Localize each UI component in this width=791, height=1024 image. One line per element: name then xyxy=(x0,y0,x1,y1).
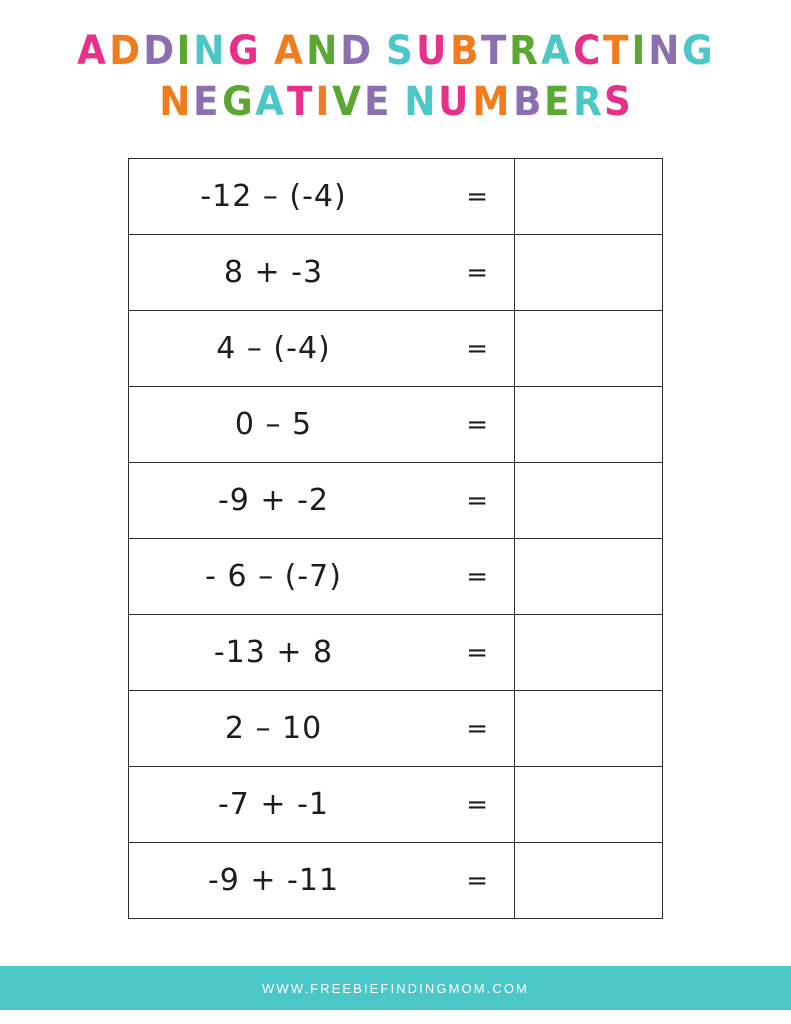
table-row xyxy=(129,159,663,235)
answer-cell[interactable] xyxy=(515,311,663,387)
problem-cell xyxy=(129,539,515,615)
problem-expression: -12 – (-4) xyxy=(200,179,347,215)
problem-cell xyxy=(129,159,515,235)
title-letter: A xyxy=(77,28,107,74)
title-letter: N xyxy=(404,79,437,126)
problem-expression: 0 – 5 xyxy=(234,407,313,443)
title-letter: R xyxy=(572,79,603,126)
problems-table xyxy=(128,158,663,919)
answer-cell[interactable] xyxy=(515,843,663,919)
title-letter: U xyxy=(416,28,448,74)
title-line-1 xyxy=(0,26,791,77)
title-letter: N xyxy=(193,28,226,74)
answer-cell[interactable] xyxy=(515,691,663,767)
equals-sign: = xyxy=(466,333,488,364)
title-letter: A xyxy=(255,79,286,126)
footer-bar xyxy=(0,966,791,1010)
title-letter: N xyxy=(647,28,680,74)
title-letter: T xyxy=(287,79,314,126)
problem-cell xyxy=(129,767,515,843)
title-letter: G xyxy=(682,28,714,74)
equals-sign: = xyxy=(466,181,488,212)
equals-sign: = xyxy=(466,257,488,288)
problem-expression: 2 – 10 xyxy=(224,711,323,747)
table-row xyxy=(129,843,663,919)
problem-cell xyxy=(129,463,515,539)
equals-sign: = xyxy=(466,637,488,668)
title-letter: R xyxy=(509,28,540,74)
title-letter: N xyxy=(159,79,192,126)
title-letter: E xyxy=(193,79,220,126)
equals-sign: = xyxy=(466,561,488,592)
equals-sign: = xyxy=(466,409,488,440)
title-letter: D xyxy=(340,28,373,74)
title-letter: N xyxy=(305,28,338,74)
footer-website-text: WWW.FREEBIEFINDINGMOM.COM xyxy=(262,980,529,996)
answer-cell[interactable] xyxy=(515,615,663,691)
problems-table-container xyxy=(0,158,791,919)
table-row xyxy=(129,691,663,767)
problem-cell xyxy=(129,387,515,463)
title-letter: I xyxy=(315,79,331,126)
title-letter: B xyxy=(512,79,543,126)
table-row xyxy=(129,539,663,615)
problem-expression: -13 + 8 xyxy=(213,635,334,671)
answer-cell[interactable] xyxy=(515,767,663,843)
problem-expression: -7 + -1 xyxy=(217,787,330,823)
title-letter: I xyxy=(176,28,192,74)
title-letter: T xyxy=(481,28,508,74)
title-letter: B xyxy=(449,28,479,74)
problem-cell xyxy=(129,311,515,387)
title-letter: E xyxy=(544,79,571,126)
title-letter: U xyxy=(438,79,470,126)
title-letter: V xyxy=(331,79,362,126)
table-row xyxy=(129,387,663,463)
answer-cell[interactable] xyxy=(515,387,663,463)
answer-cell[interactable] xyxy=(515,539,663,615)
problem-expression: -9 + -2 xyxy=(217,483,330,519)
problem-cell xyxy=(129,615,515,691)
equals-sign: = xyxy=(466,865,488,896)
problem-expression: 4 – (-4) xyxy=(216,331,331,367)
title-letter: A xyxy=(541,28,572,74)
problem-expression: -9 + -11 xyxy=(207,863,340,899)
page-title xyxy=(0,0,791,128)
equals-sign: = xyxy=(466,713,488,744)
title-letter: T xyxy=(603,28,630,74)
equals-sign: = xyxy=(466,789,488,820)
title-letter: M xyxy=(472,79,511,126)
problem-cell xyxy=(129,235,515,311)
problem-cell xyxy=(129,843,515,919)
table-row xyxy=(129,615,663,691)
title-letter: S xyxy=(604,79,633,126)
answer-cell[interactable] xyxy=(515,463,663,539)
problem-cell xyxy=(129,691,515,767)
title-letter: C xyxy=(573,28,602,74)
table-row xyxy=(129,767,663,843)
title-letter: D xyxy=(109,28,141,74)
title-letter: G xyxy=(221,79,254,126)
equals-sign: = xyxy=(466,485,488,516)
title-letter: S xyxy=(386,28,415,74)
title-line-2 xyxy=(0,77,791,128)
problem-expression: - 6 – (-7) xyxy=(205,559,342,595)
table-row xyxy=(129,311,663,387)
title-letter: G xyxy=(227,28,260,74)
table-row xyxy=(129,463,663,539)
title-letter: A xyxy=(273,28,304,74)
table-row xyxy=(129,235,663,311)
title-letter: D xyxy=(143,28,176,74)
title-letter: I xyxy=(631,28,647,74)
title-letter: E xyxy=(363,79,390,126)
problem-expression: 8 + -3 xyxy=(223,255,324,291)
answer-cell[interactable] xyxy=(515,159,663,235)
answer-cell[interactable] xyxy=(515,235,663,311)
